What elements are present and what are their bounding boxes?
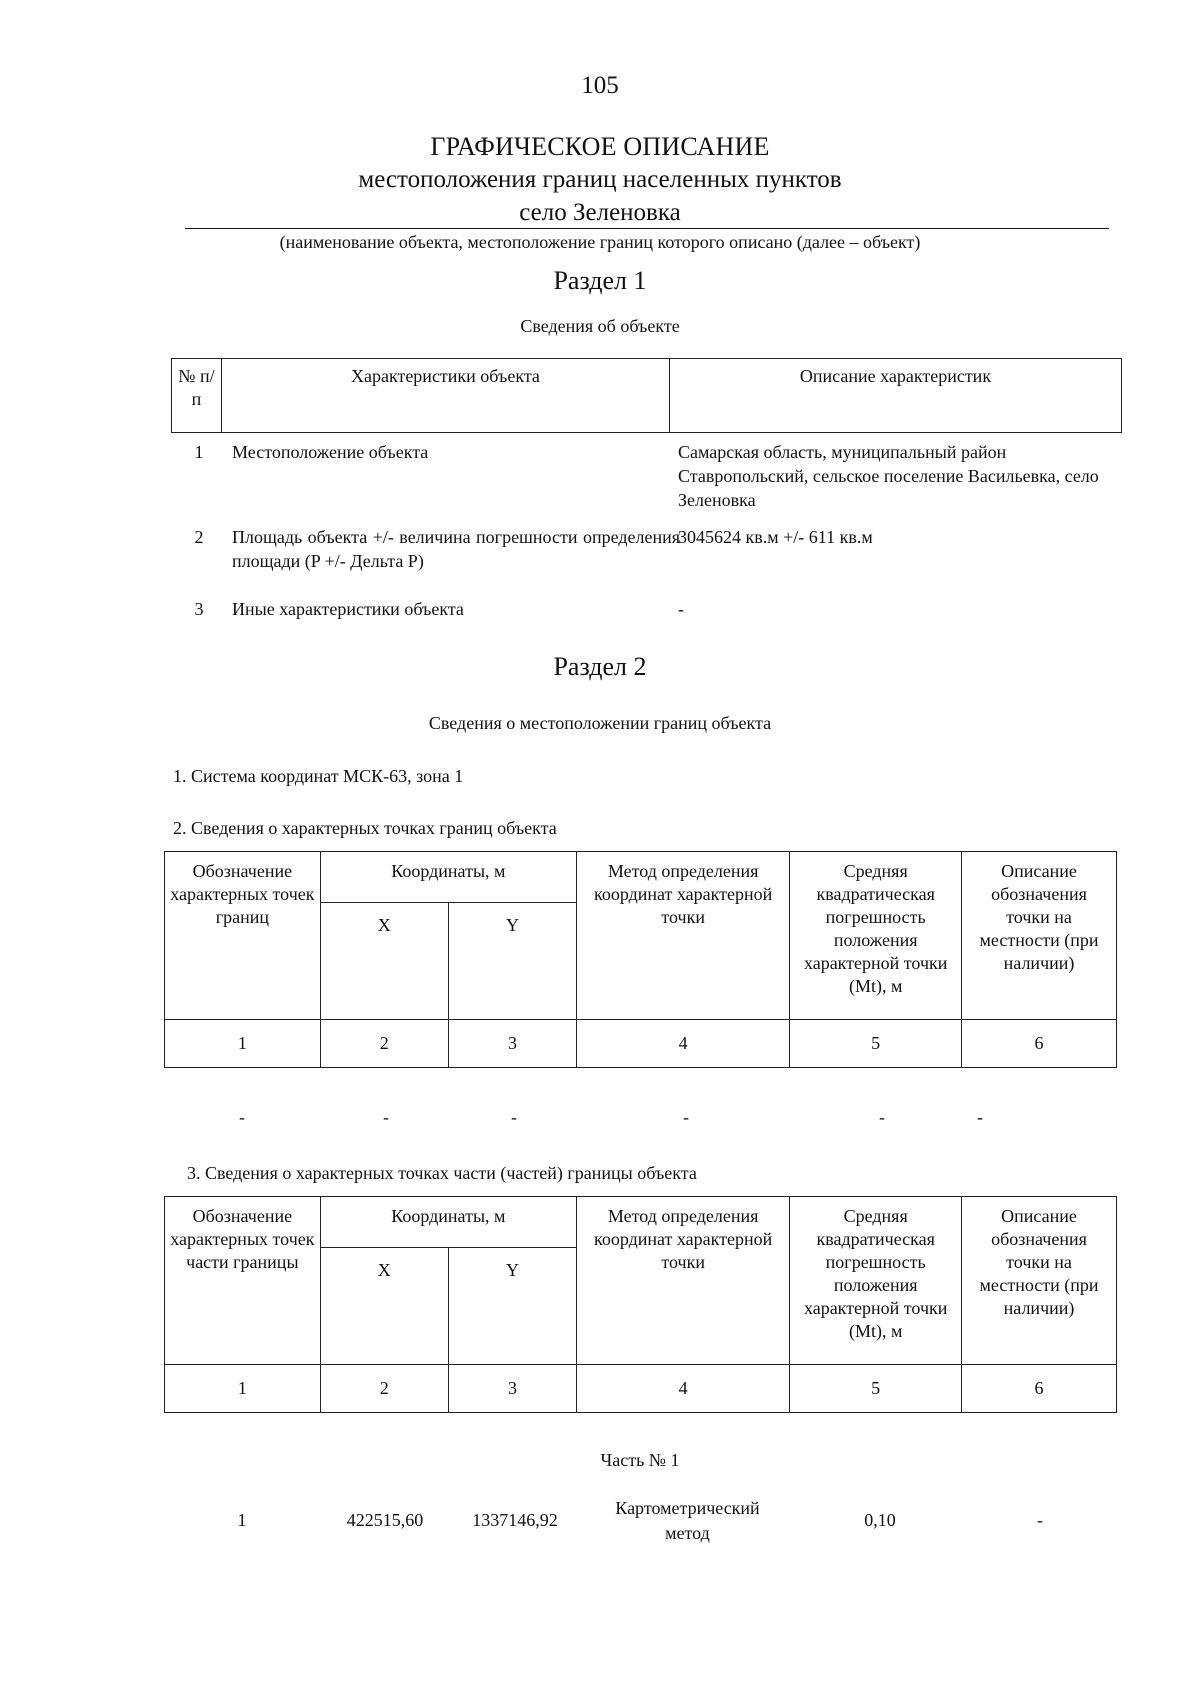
header-description	[962, 852, 1117, 1020]
column-number: 4	[577, 1020, 790, 1068]
table-cell: -	[383, 1107, 389, 1127]
header-method-text: Метод определения координат характерной точки	[594, 861, 773, 927]
point-number: 1	[237, 1510, 247, 1530]
header-y	[448, 903, 576, 1020]
part-points-row	[0, 1496, 1200, 1548]
column-number: 3	[448, 1020, 576, 1068]
table-cell: -	[879, 1107, 885, 1127]
header-error-text: Средняя квадратическая погрешность положения характерной точки (Mt), м	[803, 861, 948, 996]
part-points-table	[164, 1196, 1117, 1413]
header-error-text: Средняя квадратическая погрешность положения характерной точки (Mt), м	[803, 1206, 948, 1341]
header-description-text: Описание обозначения точки на местности (при наличии)	[979, 861, 1099, 973]
coordinate-system-line: 1. Система координат МСК-63, зона 1	[173, 766, 464, 786]
header-characteristics	[221, 359, 669, 433]
column-number: 2	[320, 1020, 448, 1068]
header-method	[577, 852, 790, 1020]
section1-subheading: Сведения об объекте	[520, 316, 680, 336]
header-x-text: X	[377, 1260, 391, 1280]
header-error	[790, 852, 962, 1020]
header-points	[165, 852, 321, 1020]
object-name-text: село Зеленовка	[519, 199, 681, 226]
column-number: 5	[790, 1020, 962, 1068]
header-description	[669, 359, 1121, 433]
row-characteristic: Площадь объекта +/- величина погрешности определения площади (P +/- Дельта P)	[232, 527, 680, 571]
point-description: -	[1037, 1510, 1043, 1530]
determination-method: Картометрический метод	[615, 1498, 760, 1543]
coordinate-y: 1337146,92	[472, 1510, 558, 1530]
object-name-hint: (наименование объекта, местоположение границ которого описано (далее – объект)	[279, 232, 921, 252]
row-number: 2	[194, 527, 204, 547]
header-method-text: Метод определения координат характерной точки	[594, 1206, 773, 1272]
header-num-text: № п/п	[178, 366, 215, 409]
part-label: Часть № 1	[600, 1450, 680, 1470]
header-method	[577, 1197, 790, 1365]
header-description-text: Описание обозначения точки на местности (при наличии)	[979, 1206, 1099, 1318]
boundary-points-table	[164, 851, 1117, 1068]
mean-square-error: 0,10	[864, 1510, 896, 1530]
section2-subheading: Сведения о местоположении границ объекта	[428, 713, 772, 733]
header-y-text: Y	[505, 915, 519, 935]
header-points	[165, 1197, 321, 1365]
row-number: 1	[194, 442, 204, 462]
object-name	[0, 199, 1200, 227]
section2-heading: Раздел 2	[553, 652, 647, 681]
boundary-points-empty-row	[0, 1107, 1200, 1131]
part-points-title: 3. Сведения о характерных точках части (частей) границы объекта	[187, 1163, 697, 1183]
table-cell: -	[239, 1107, 245, 1127]
boundary-points-title: 2. Сведения о характерных точках границ объекта	[173, 818, 557, 838]
table-cell: -	[683, 1107, 689, 1127]
header-y-text: Y	[505, 1260, 519, 1280]
header-error	[790, 1197, 962, 1365]
column-number: 3	[448, 1365, 576, 1413]
row-description: 3045624 кв.м +/- 611 кв.м	[678, 527, 873, 547]
column-number: 1	[165, 1020, 321, 1068]
column-number: 4	[577, 1365, 790, 1413]
table-cell: -	[977, 1107, 983, 1127]
column-number: 2	[320, 1365, 448, 1413]
header-y	[448, 1248, 576, 1365]
header-points-text: Обозначение характерных точек части границы	[170, 1206, 315, 1272]
table-cell: -	[511, 1107, 517, 1127]
header-x-text: X	[377, 915, 391, 935]
header-coords-text: Координаты, м	[391, 861, 506, 881]
row-characteristic: Местоположение объекта	[232, 442, 429, 462]
header-description	[962, 1197, 1117, 1365]
header-x	[320, 1248, 448, 1365]
header-characteristics-text: Характеристики объекта	[350, 366, 540, 386]
object-info-table-header	[171, 358, 1122, 433]
row-description: -	[678, 599, 684, 619]
row-characteristic: Иные характеристики объекта	[232, 599, 464, 619]
document-subtitle: местоположения границ населенных пунктов	[358, 166, 842, 193]
header-points-text: Обозначение характерных точек границ	[170, 861, 315, 927]
column-number: 6	[962, 1365, 1117, 1413]
header-coords	[320, 852, 576, 903]
page-number: 105	[581, 72, 619, 99]
document-title: ГРАФИЧЕСКОЕ ОПИСАНИЕ	[430, 132, 770, 161]
column-number: 1	[165, 1365, 321, 1413]
header-coords-text: Координаты, м	[391, 1206, 506, 1226]
section1-heading: Раздел 1	[553, 266, 647, 295]
header-num	[172, 359, 222, 433]
column-number: 5	[790, 1365, 962, 1413]
header-description-text: Описание характеристик	[799, 366, 992, 386]
header-x	[320, 903, 448, 1020]
header-coords	[320, 1197, 576, 1248]
row-number: 3	[194, 599, 204, 619]
row-description: Самарская область, муниципальный район Ставропольский, сельское поселение Васильевка, село Зеленовка	[678, 442, 1099, 510]
coordinate-x: 422515,60	[346, 1510, 424, 1530]
column-number: 6	[962, 1020, 1117, 1068]
